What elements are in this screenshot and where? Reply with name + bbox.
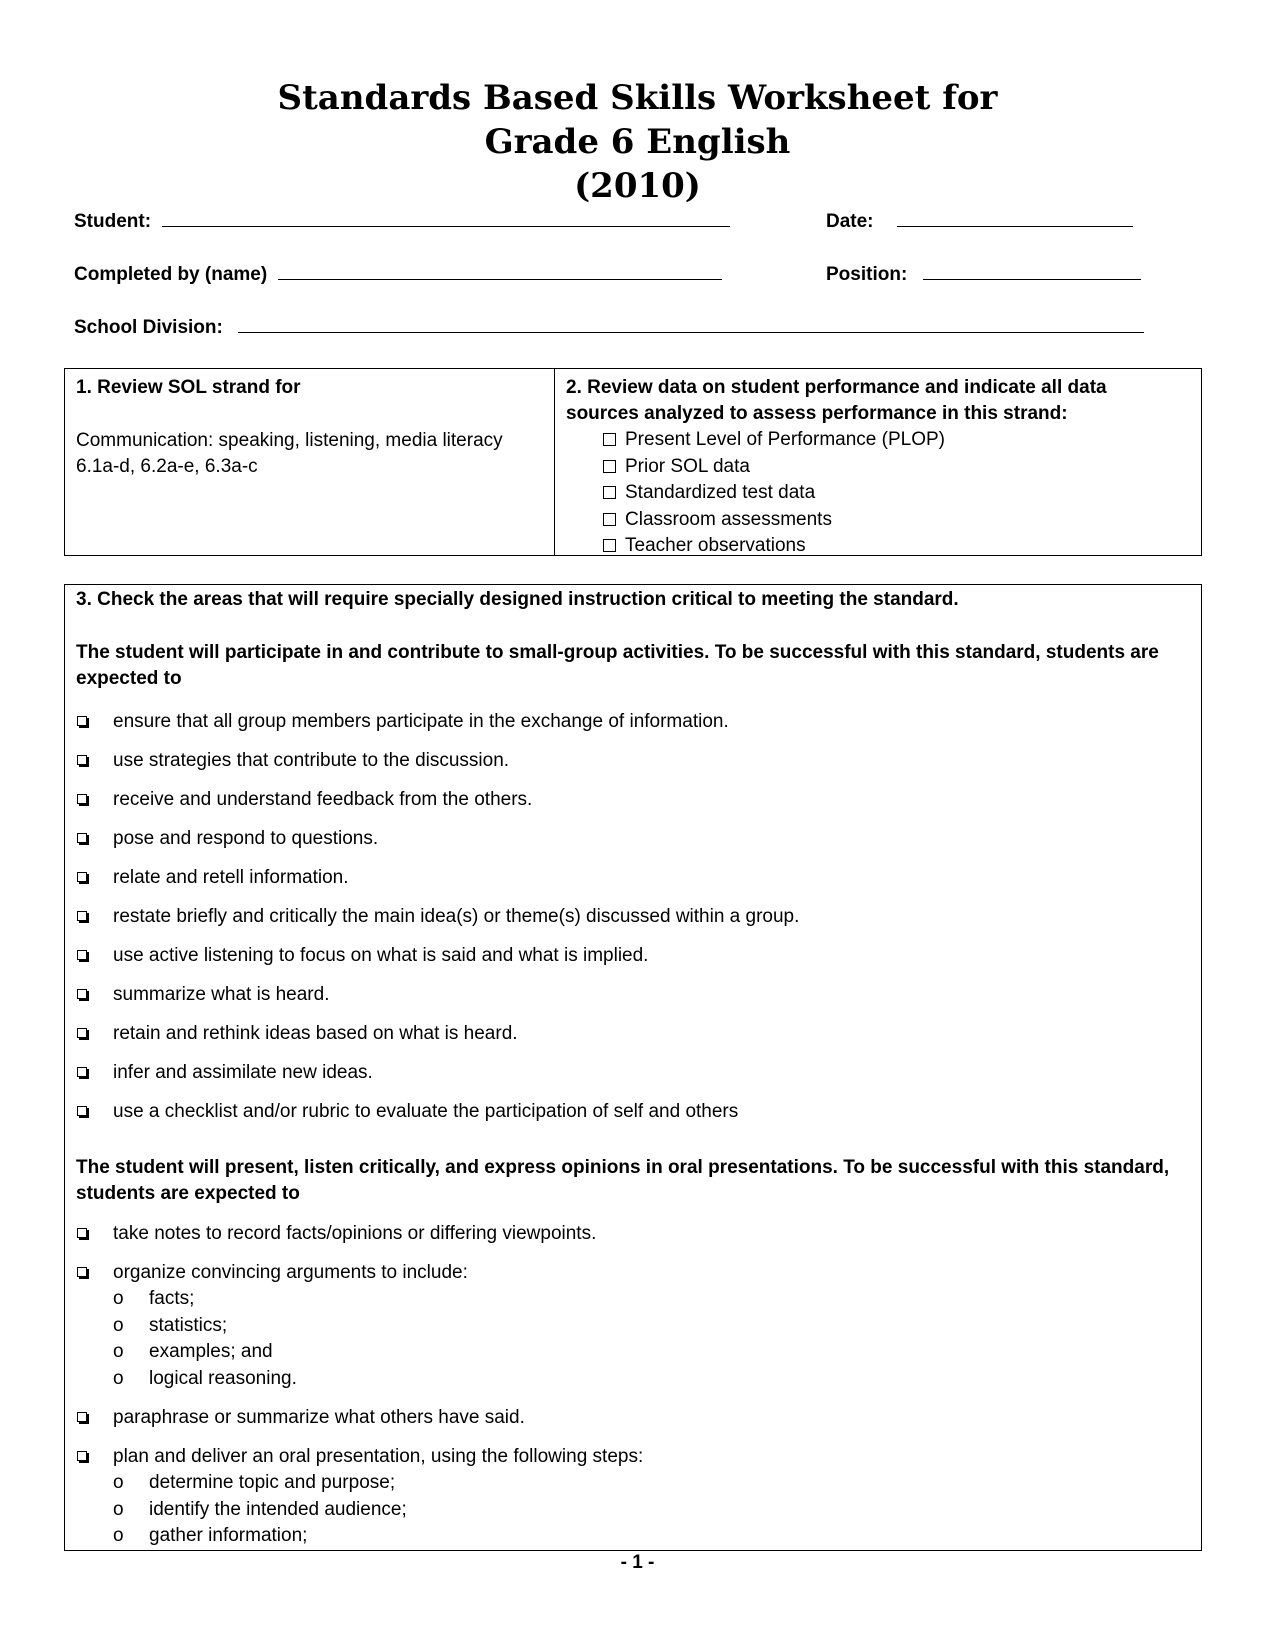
section-2-heading-line-1: 2. Review data on student performance and indicate all data <box>566 377 1107 398</box>
data-source-item[interactable]: Teacher observations <box>603 533 1196 560</box>
checkbox-icon[interactable] <box>77 1028 87 1038</box>
sub-list-item: o facts; <box>113 1286 1195 1313</box>
title-line-1: Standards Based Skills Worksheet for <box>277 78 998 118</box>
standard-1-line-2: expected to <box>76 668 182 689</box>
checkbox-icon[interactable] <box>603 460 616 473</box>
checkbox-icon[interactable] <box>77 911 87 921</box>
section-1-heading: 1. Review SOL strand for <box>76 377 301 398</box>
section-3-box <box>64 584 1202 1551</box>
checklist-item[interactable]: ensure that all group members participate in the exchange of information. <box>65 709 1195 735</box>
standard-1-checklist <box>65 709 1195 1125</box>
sub-list-item: o determine topic and purpose; <box>113 1470 1195 1497</box>
checkbox-icon[interactable] <box>77 872 87 882</box>
circle-bullet-icon: o <box>113 1525 124 1546</box>
checklist-item[interactable]: organize convincing arguments to include: <box>65 1260 1195 1286</box>
checkbox-icon[interactable] <box>77 833 87 843</box>
section-2-cell <box>566 375 1196 560</box>
checklist-item[interactable]: summarize what is heard. <box>65 982 1195 1008</box>
checklist-item[interactable]: restate briefly and critically the main idea(s) or theme(s) discussed within a group. <box>65 904 1195 930</box>
completed-by-field <box>74 261 722 286</box>
student-field <box>74 208 730 233</box>
checkbox-icon[interactable] <box>77 794 87 804</box>
checkbox-icon[interactable] <box>77 1412 87 1422</box>
checklist-item[interactable]: relate and retell information. <box>65 865 1195 891</box>
sol-strand-text: Communication: speaking, listening, media literacy <box>76 430 503 451</box>
data-source-item[interactable]: Standardized test data <box>603 480 1196 507</box>
position-field <box>826 261 1141 286</box>
checklist-item[interactable]: plan and deliver an oral presentation, using the following steps: <box>65 1444 1195 1470</box>
date-label: Date: <box>826 211 874 232</box>
student-input-line[interactable] <box>162 208 730 227</box>
checkbox-icon[interactable] <box>77 1106 87 1116</box>
table-divider <box>554 369 555 555</box>
section-1-cell <box>76 375 546 480</box>
sub-list-item: o gather information; <box>113 1523 1195 1550</box>
checkbox-icon[interactable] <box>77 755 87 765</box>
checklist-item[interactable]: take notes to record facts/opinions or differing viewpoints. <box>65 1221 1195 1247</box>
standard-2-checklist <box>65 1221 1195 1550</box>
school-division-label: School Division: <box>74 317 223 338</box>
completed-by-label: Completed by (name) <box>74 264 268 285</box>
checkbox-icon[interactable] <box>603 513 616 526</box>
date-input-line[interactable] <box>897 208 1133 227</box>
date-field <box>826 208 1133 233</box>
school-division-field <box>74 314 1144 339</box>
checkbox-icon[interactable] <box>603 486 616 499</box>
data-source-item[interactable]: Prior SOL data <box>603 454 1196 481</box>
checklist-item[interactable]: use active listening to focus on what is said and what is implied. <box>65 943 1195 969</box>
standard-2-line-1: The student will present, listen critically, and express opinions in oral presentations. To be successful with this standard, <box>76 1157 1170 1178</box>
page-number: - 1 - <box>620 1552 655 1573</box>
checkbox-icon[interactable] <box>77 1228 87 1238</box>
position-input-line[interactable] <box>923 261 1141 280</box>
title-line-2: Grade 6 English <box>484 122 791 162</box>
sub-list-item: o identify the intended audience; <box>113 1497 1195 1524</box>
checkbox-icon[interactable] <box>77 716 87 726</box>
data-source-item[interactable]: Classroom assessments <box>603 507 1196 534</box>
checkbox-icon[interactable] <box>603 539 616 552</box>
completed-by-input-line[interactable] <box>278 261 722 280</box>
checkbox-icon[interactable] <box>77 1267 87 1277</box>
section-2-heading-line-2: sources analyzed to assess performance in this strand: <box>566 403 1068 424</box>
checklist-item[interactable]: paraphrase or summarize what others have said. <box>65 1405 1195 1431</box>
student-label: Student: <box>74 211 152 232</box>
sol-codes-text: 6.1a-d, 6.2a-e, 6.3a-c <box>76 456 258 477</box>
circle-bullet-icon: o <box>113 1367 124 1389</box>
review-table <box>64 368 1202 556</box>
page-title <box>0 76 1275 208</box>
circle-bullet-icon: o <box>113 1498 124 1520</box>
checkbox-icon[interactable] <box>603 433 616 446</box>
section-3-heading: 3. Check the areas that will require specially designed instruction critical to meeting the standard. <box>76 589 959 610</box>
standard-2-line-2: students are expected to <box>76 1183 300 1204</box>
data-source-item[interactable]: Present Level of Performance (PLOP) <box>603 427 1196 454</box>
checklist-item[interactable]: retain and rethink ideas based on what is heard. <box>65 1021 1195 1047</box>
checklist-item[interactable]: infer and assimilate new ideas. <box>65 1060 1195 1086</box>
checklist-item[interactable]: use a checklist and/or rubric to evaluate the participation of self and others <box>65 1099 1195 1125</box>
standard-1-line-1: The student will participate in and contribute to small-group activities. To be successful with this standard, students are <box>76 642 1159 663</box>
sub-list-item: o examples; and <box>113 1339 1195 1366</box>
sub-list-item: o logical reasoning. <box>113 1366 1195 1393</box>
checkbox-icon[interactable] <box>77 1067 87 1077</box>
school-division-input-line[interactable] <box>238 314 1144 333</box>
circle-bullet-icon: o <box>113 1314 124 1336</box>
checkbox-icon[interactable] <box>77 950 87 960</box>
circle-bullet-icon: o <box>113 1288 124 1309</box>
title-line-3: (2010) <box>574 166 701 206</box>
circle-bullet-icon: o <box>113 1341 124 1362</box>
checklist-item[interactable]: pose and respond to questions. <box>65 826 1195 852</box>
position-label: Position: <box>826 264 908 285</box>
checklist-item[interactable]: receive and understand feedback from the others. <box>65 787 1195 813</box>
checkbox-icon[interactable] <box>77 1451 87 1461</box>
circle-bullet-icon: o <box>113 1472 124 1493</box>
checkbox-icon[interactable] <box>77 989 87 999</box>
checklist-item[interactable]: use strategies that contribute to the discussion. <box>65 748 1195 774</box>
sub-list-item: o statistics; <box>113 1313 1195 1340</box>
data-sources-list <box>603 427 1196 560</box>
